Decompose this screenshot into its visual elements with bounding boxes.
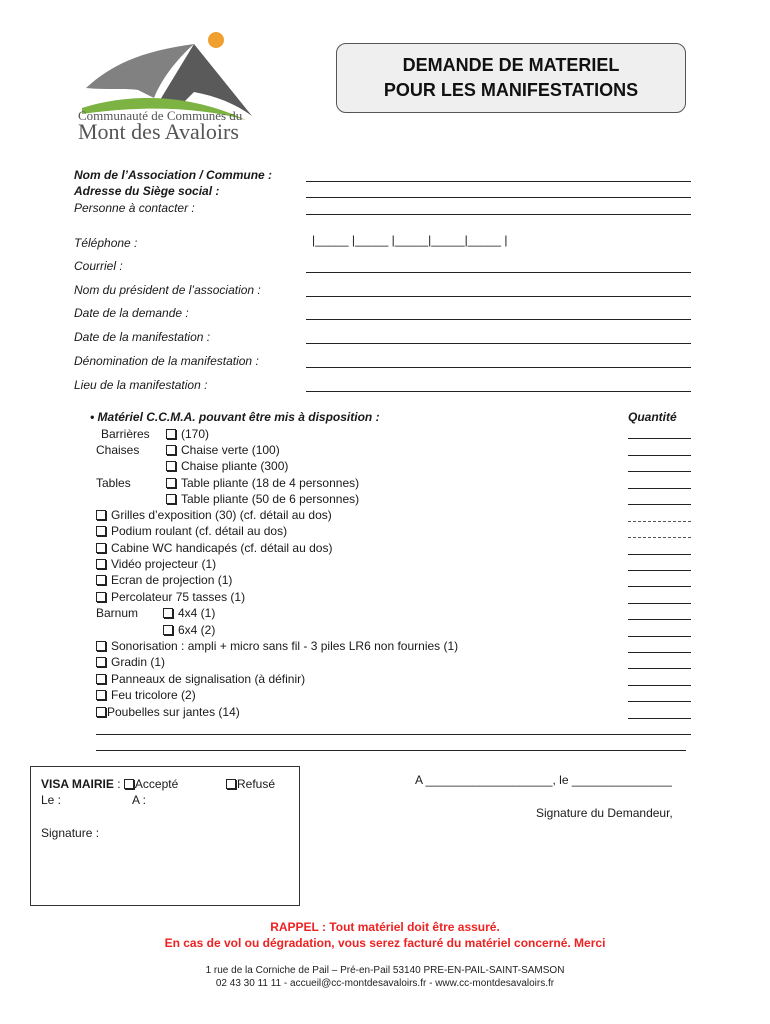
label-denomination: Dénomination de la manifestation : xyxy=(74,354,259,368)
checkbox[interactable] xyxy=(96,674,106,684)
item-percolateur[interactable] xyxy=(96,590,245,604)
qty-table-50[interactable] xyxy=(628,504,691,505)
title-line2: POUR LES MANIFESTATIONS xyxy=(383,80,639,100)
line-date-demande[interactable] xyxy=(306,319,691,320)
line-lieu[interactable] xyxy=(306,391,691,392)
label-adresse: Adresse du Siège social : xyxy=(74,184,220,198)
free-line-1[interactable] xyxy=(96,734,691,735)
qty-video[interactable] xyxy=(628,570,691,571)
logo-line2: Mont des Avaloirs xyxy=(78,119,239,144)
item-cabine-text: Cabine WC handicapés (cf. détail au dos) xyxy=(111,541,333,555)
line-adresse[interactable] xyxy=(306,197,691,198)
item-video-text: Vidéo projecteur (1) xyxy=(111,557,217,571)
rappel-line1: RAPPEL : Tout matériel doit être assuré. xyxy=(270,920,500,934)
item-podium[interactable] xyxy=(96,524,287,538)
visa-le: Le : xyxy=(41,793,62,807)
item-barnum-6x4[interactable] xyxy=(163,623,215,637)
checkbox[interactable] xyxy=(166,494,176,504)
materiel-header xyxy=(90,410,380,424)
item-chaise-verte[interactable] xyxy=(166,443,280,457)
demandeur-signature: Signature du Demandeur, xyxy=(536,806,673,820)
label-lieu: Lieu de la manifestation : xyxy=(74,378,208,392)
chaises-label: Chaises xyxy=(96,443,140,457)
item-video[interactable] xyxy=(96,557,216,571)
title-line1: DEMANDE DE MATERIEL xyxy=(402,55,620,75)
visa-colon: : xyxy=(113,777,124,791)
checkbox[interactable] xyxy=(96,526,106,536)
qty-poubelles[interactable] xyxy=(628,718,691,719)
checkbox[interactable] xyxy=(166,429,176,439)
checkbox[interactable] xyxy=(96,690,106,700)
footer-contact: 02 43 30 11 11 - accueil@cc-montdesavaloirs.fr - www.cc-montdesavaloirs.fr xyxy=(215,978,555,989)
qty-table-18[interactable] xyxy=(628,488,691,489)
qty-chaise-pliante[interactable] xyxy=(628,471,691,472)
label-courriel: Courriel : xyxy=(74,259,123,273)
checkbox-refuse[interactable] xyxy=(226,779,236,789)
item-table-18-text: Table pliante (18 de 4 personnes) xyxy=(181,476,360,490)
item-chaise-pliante[interactable] xyxy=(166,459,288,473)
line-contact[interactable] xyxy=(306,214,691,215)
footer-address: 1 rue de la Corniche de Pail – Pré-en-Pail 53140 PRE-EN-PAIL-SAINT-SAMSON xyxy=(205,965,565,976)
free-line-2[interactable] xyxy=(96,750,686,751)
label-date-manifestation: Date de la manifestation : xyxy=(74,330,211,344)
item-barnum-6x4-text: 6x4 (2) xyxy=(178,623,216,637)
visa-label: VISA MAIRIE xyxy=(41,777,114,791)
qty-barrieres[interactable] xyxy=(628,438,691,439)
item-panneaux[interactable] xyxy=(96,672,305,686)
visa-accepte: Accepté xyxy=(134,777,179,791)
line-association[interactable] xyxy=(306,181,691,182)
item-barrieres[interactable] xyxy=(166,427,209,441)
checkbox[interactable] xyxy=(96,543,106,553)
item-feu-text: Feu tricolore (2) xyxy=(111,688,196,702)
qty-percolateur[interactable] xyxy=(628,603,691,604)
rappel-line2: En cas de vol ou dégradation, vous serez facturé du matériel concerné. Merci xyxy=(164,936,606,950)
line-courriel[interactable] xyxy=(306,272,691,273)
item-cabine[interactable] xyxy=(96,541,332,555)
item-table-18[interactable] xyxy=(166,476,359,490)
logo-line1: Communauté de Communes du xyxy=(78,108,243,123)
barrieres-label: Barrières xyxy=(101,427,150,441)
item-podium-text: Podium roulant (cf. détail au dos) xyxy=(111,524,288,538)
item-barnum-4x4[interactable] xyxy=(163,606,215,620)
checkbox[interactable] xyxy=(163,608,173,618)
item-barnum-4x4-text: 4x4 (1) xyxy=(178,606,216,620)
visa-signature: Signature : xyxy=(41,826,100,840)
item-ecran[interactable] xyxy=(96,573,232,587)
item-sonorisation[interactable] xyxy=(96,639,458,653)
item-sonorisation-text: Sonorisation : ampli + micro sans fil - 3 piles LR6 non fournies (1) xyxy=(111,639,459,653)
visa-line xyxy=(41,777,178,791)
checkbox[interactable] xyxy=(96,641,106,651)
qty-sonorisation[interactable] xyxy=(628,652,691,653)
qty-grilles[interactable] xyxy=(628,521,691,522)
line-president[interactable] xyxy=(306,296,691,297)
item-panneaux-text: Panneaux de signalisation (à définir) xyxy=(111,672,306,686)
qty-panneaux[interactable] xyxy=(628,685,691,686)
qty-ecran[interactable] xyxy=(628,586,691,587)
item-poubelles-text: Poubelles sur jantes (14) xyxy=(107,705,240,719)
item-chaise-pliante-text: Chaise pliante (300) xyxy=(181,459,289,473)
label-president: Nom du président de l’association : xyxy=(74,283,261,297)
line-date-manifestation[interactable] xyxy=(306,343,691,344)
item-barrieres-text: (170) xyxy=(181,427,210,441)
item-ecran-text: Ecran de projection (1) xyxy=(111,573,233,587)
item-chaise-verte-text: Chaise verte (100) xyxy=(181,443,280,457)
checkbox[interactable] xyxy=(166,445,176,455)
materiel-header-text: Matériel C.C.M.A. pouvant être mis à disposition : xyxy=(97,410,380,424)
item-gradin-text: Gradin (1) xyxy=(111,655,166,669)
line-denomination[interactable] xyxy=(306,367,691,368)
qty-feu[interactable] xyxy=(628,701,691,702)
barnum-label: Barnum xyxy=(96,606,139,620)
checkbox[interactable] xyxy=(163,625,173,635)
qty-podium[interactable] xyxy=(628,537,691,538)
checkbox-accepte[interactable] xyxy=(124,779,134,789)
item-table-50-text: Table pliante (50 de 6 personnes) xyxy=(181,492,360,506)
telephone-template[interactable]: |_____ |_____ |_____|_____|_____ | xyxy=(312,233,508,247)
label-telephone: Téléphone : xyxy=(74,236,138,250)
label-association: Nom de l’Association / Commune : xyxy=(74,168,273,182)
title-box xyxy=(336,43,686,113)
checkbox[interactable] xyxy=(166,478,176,488)
visa-refuse[interactable] xyxy=(226,777,275,791)
checkbox[interactable] xyxy=(96,657,106,667)
item-grilles[interactable] xyxy=(96,508,332,522)
item-table-50[interactable] xyxy=(166,492,359,506)
quantite-header: Quantité xyxy=(628,410,677,424)
item-gradin[interactable] xyxy=(96,655,165,669)
item-poubelles[interactable] xyxy=(96,705,240,719)
label-contact: Personne à contacter : xyxy=(74,201,195,215)
qty-gradin[interactable] xyxy=(628,668,691,669)
demandeur-a-le: A ___________________, le _______________ xyxy=(415,773,672,787)
checkbox[interactable] xyxy=(96,559,106,569)
item-grilles-text: Grilles d’exposition (30) (cf. détail au dos) xyxy=(111,508,332,522)
qty-barnum-6x4[interactable] xyxy=(628,636,691,637)
checkbox[interactable] xyxy=(96,592,106,602)
bullet: • xyxy=(90,410,95,424)
item-percolateur-text: Percolateur 75 tasses (1) xyxy=(111,590,246,604)
qty-chaise-verte[interactable] xyxy=(628,455,691,456)
checkbox[interactable] xyxy=(96,707,106,717)
qty-barnum-4x4[interactable] xyxy=(628,619,691,620)
qty-cabine[interactable] xyxy=(628,554,691,555)
tables-label: Tables xyxy=(96,476,131,490)
checkbox[interactable] xyxy=(166,461,176,471)
visa-a: A : xyxy=(132,793,147,807)
checkbox[interactable] xyxy=(96,510,106,520)
checkbox[interactable] xyxy=(96,575,106,585)
logo-sun xyxy=(208,32,224,48)
item-feu[interactable] xyxy=(96,688,196,702)
label-date-demande: Date de la demande : xyxy=(74,306,189,320)
visa-refuse-text: Refusé xyxy=(237,777,276,791)
